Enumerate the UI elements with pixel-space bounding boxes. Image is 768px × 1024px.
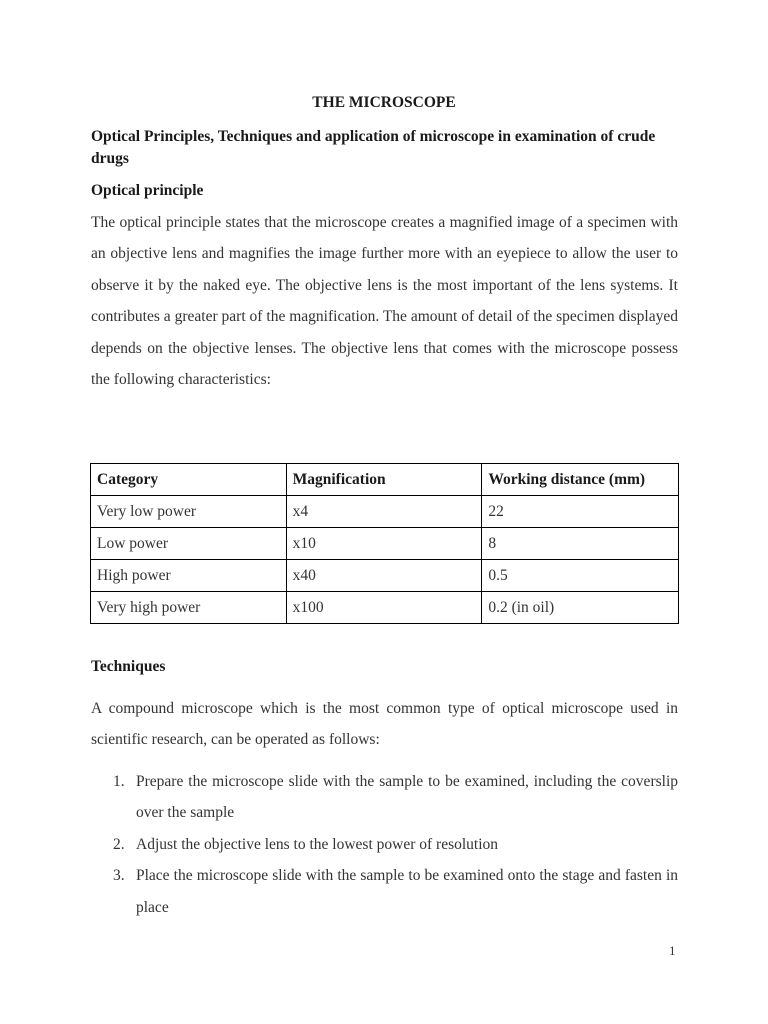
document-subtitle: Optical Principles, Techniques and application of microscope in examination of crude drugs xyxy=(91,128,656,167)
page-number: 1 xyxy=(669,943,676,958)
table-cell: 0.2 (in oil) xyxy=(482,592,679,624)
table-cell: x4 xyxy=(286,496,482,528)
table-cell: 8 xyxy=(482,528,679,560)
table-cell: Very high power xyxy=(91,592,287,624)
section-heading-optical-principle: Optical principle xyxy=(91,182,204,199)
table-cell: 22 xyxy=(482,496,679,528)
table-row xyxy=(91,560,679,592)
table-header-cell: Category xyxy=(91,464,287,496)
document-title: THE MICROSCOPE xyxy=(312,94,456,111)
optical-principle-paragraph: The optical principle states that the microscope creates a magnified image of a specimen with an objective lens and magnifies the image further more with an eyepiece to allow the user to observe it by the naked eye. The objective lens is the most important of the lens systems. It contributes a greater part of the magnification. The amount of detail of the specimen displayed depends on the objective lenses. The objective lens that comes with the microscope possess the following characteristics: xyxy=(91,214,678,389)
section-heading-techniques: Techniques xyxy=(91,658,166,675)
table-cell: High power xyxy=(91,560,287,592)
table-cell: x10 xyxy=(286,528,482,560)
table-row xyxy=(91,528,679,560)
table-header-cell: Working distance (mm) xyxy=(482,464,679,496)
list-item-text: Adjust the objective lens to the lowest power of resolution xyxy=(136,835,499,853)
techniques-paragraph: A compound microscope which is the most common type of optical microscope used in scientific research, can be operated as follows: xyxy=(91,700,678,749)
list-item-text: Place the microscope slide with the sample to be examined onto the stage and fasten in place xyxy=(136,867,678,916)
table-cell: x40 xyxy=(286,560,482,592)
table-header-row xyxy=(91,464,679,496)
list-item xyxy=(91,766,678,829)
list-item xyxy=(91,829,678,860)
list-item-text: Prepare the microscope slide with the sample to be examined, including the coverslip over the sample xyxy=(136,773,678,822)
list-item xyxy=(91,860,678,923)
table-cell: Very low power xyxy=(91,496,287,528)
objective-lens-table xyxy=(90,463,679,624)
table-cell: Low power xyxy=(91,528,287,560)
table-cell: x100 xyxy=(286,592,482,624)
table-row xyxy=(91,496,679,528)
table-header-cell: Magnification xyxy=(286,464,482,496)
table-row xyxy=(91,592,679,624)
list-item-number: 3. xyxy=(113,867,125,885)
table-cell: 0.5 xyxy=(482,560,679,592)
list-item-number: 2. xyxy=(113,835,125,853)
list-item-number: 1. xyxy=(113,773,125,790)
technique-steps-list xyxy=(91,766,678,923)
